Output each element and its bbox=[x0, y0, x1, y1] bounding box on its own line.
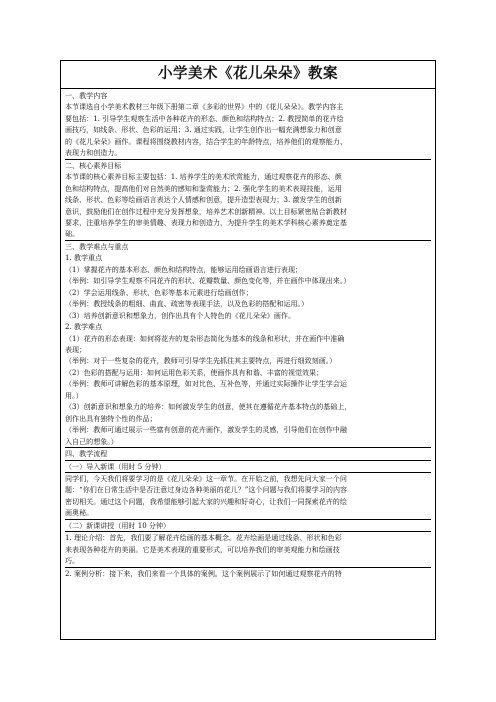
body-line: （举例：教授线条的粗细、曲直、疏密等表现手法，以及色彩的搭配和运用。） bbox=[65, 299, 309, 309]
body-line: 入自己的想象。） bbox=[65, 436, 118, 446]
body-line: 题：“你们在日常生活中是否注意过身边各种美丽的花儿？”这个问题与我们将要学习的内容 bbox=[65, 485, 348, 495]
body-line: 要包括：1. 引导学生观察生活中各种花卉的形态、颜色和结构特点；2. 教授简单的花卉绘 bbox=[65, 113, 344, 123]
body-line: 本节课的核心素养目标主要包括：1. 培养学生的美术欣赏能力，通过观察花卉的形态、颜 bbox=[65, 172, 342, 182]
section-teaching-content bbox=[65, 90, 431, 160]
sub-heading: （一）导入新课（用时 5 分钟） bbox=[65, 461, 166, 471]
document-body bbox=[61, 89, 435, 579]
body-line: 创作出具有独特个性的作品； bbox=[65, 413, 157, 423]
section-teaching-flow-heading bbox=[65, 448, 431, 460]
body-line: 础。 bbox=[65, 229, 80, 239]
section-intro-body bbox=[65, 473, 431, 520]
body-line: 用。） bbox=[65, 390, 83, 400]
section-case-analysis bbox=[65, 568, 431, 579]
body-line: （举例：教师可讲解色彩的基本原理，如对比色、互补色等，并通过实际操作让学生学会运 bbox=[65, 379, 347, 389]
body-line: （3）创新意识和想象力的培养：如何激发学生的创意，使其在遵循花卉基本特点的基础上， bbox=[65, 402, 352, 412]
body-line: 要求，注重培养学生的审美情趣、表现力和创造力，为提升学生的美术学科核心素养奠定基 bbox=[65, 217, 347, 227]
body-line: 本节课选自小学美术教材三年级下册第二章《多彩的世界》中的《花儿朵朵》。教学内容主 bbox=[65, 102, 344, 112]
section-heading: 四、教学流程 bbox=[65, 449, 108, 459]
section-heading: 二、核心素养目标 bbox=[65, 160, 122, 170]
body-line: （举例：如引导学生观察不同花卉的形状、花瓣数量、颜色变化等，并在画作中体现出来。） bbox=[65, 276, 351, 286]
sub-heading: 2. 教学难点 bbox=[65, 322, 103, 332]
section-heading: 一、教学内容 bbox=[65, 91, 108, 100]
section-heading: 三、教学难点与重点 bbox=[65, 241, 129, 251]
page-title: 小学美术《花儿朵朵》教案 bbox=[61, 61, 435, 89]
body-line: 密切相关。通过这个问题，我希望能够引起大家的兴趣和好奇心，让我们一同探索花卉的绘 bbox=[65, 496, 347, 506]
body-line: （1）掌握花卉的基本形态、颜色和结构特点，能够运用绘画语言进行表现； bbox=[65, 264, 303, 274]
body-line: （2）色彩的搭配与运用：如何运用色彩关系，使画作具有和谐、丰富的视觉效果； bbox=[65, 367, 324, 377]
body-line: （1）花卉的形态表现：如何将花卉的复杂形态简化为基本的线条和形状，并在画作中准确 bbox=[65, 333, 345, 343]
body-line: 的《花儿朵朵》画作。课程将围绕教材内容，结合学生的年龄特点，培养他们的观察能力、 bbox=[65, 136, 347, 146]
body-line: 巧。 bbox=[65, 556, 80, 566]
sub-heading: 1. 教学重点 bbox=[65, 253, 103, 263]
body-line: （3）培养创新意识和想象力，创作出具有个人特色的《花儿朵朵》画作。 bbox=[65, 310, 295, 320]
body-line: 线条、形状、色彩等绘画语言表达个人情感和创意，提升造型表现力；3. 激发学生的创新 bbox=[65, 195, 342, 205]
body-line: 色和结构特点，提高他们对自然美的感知和鉴赏能力；2. 强化学生的美术表现技能，运用 bbox=[65, 183, 342, 193]
body-line: 画奥秘。 bbox=[65, 508, 94, 518]
body-line: 表现； bbox=[65, 344, 87, 354]
body-line: （举例：教师可通过展示一些富有创意的花卉画作，激发学生的灵感，引导他们在创作中融 bbox=[65, 425, 347, 435]
body-line: 画技巧，如线条、形状、色彩的运用；3. 通过实践，让学生创作出一幅充满想象力和创意 bbox=[65, 125, 342, 135]
body-line: 意识，鼓励他们在创作过程中充分发挥想象，培养艺术创新精神。以上目标紧密贴合新教材 bbox=[65, 206, 347, 216]
body-line: 同学们，今天我们将要学习的是《花儿朵朵》这一章节。在开始之前，我想先问大家一个问 bbox=[65, 473, 347, 483]
body-line: 来表现各种花卉的美丽。它是美术表现的重要形式，可以培养我们的审美观能力和绘画技 bbox=[65, 544, 340, 554]
body-line: （2）学会运用线条、形状、色彩等基本元素进行绘画创作； bbox=[65, 287, 253, 297]
section-core-competency bbox=[65, 160, 431, 241]
section-key-difficult-points bbox=[65, 241, 431, 448]
document-page bbox=[60, 60, 436, 640]
body-line: 表现力和创造力。 bbox=[65, 148, 122, 158]
body-line: 2. 案例分析：接下来，我们来看一个具体的案例。这个案例展示了如何通过观察花卉的特 bbox=[65, 568, 342, 578]
section-new-lesson-heading bbox=[65, 520, 431, 532]
sub-heading: （二）新课讲授（用时 10 分钟） bbox=[65, 520, 171, 530]
section-intro-heading bbox=[65, 461, 431, 473]
section-theory-intro bbox=[65, 532, 431, 567]
body-line: （举例：对于一些复杂的花卉，教师可引导学生先抓住其主要特点，再进行细致刻画。） bbox=[65, 356, 337, 366]
body-line: 1. 理论介绍：首先，我们要了解花卉绘画的基本概念。花卉绘画是通过线条、形状和色彩 bbox=[65, 533, 342, 543]
